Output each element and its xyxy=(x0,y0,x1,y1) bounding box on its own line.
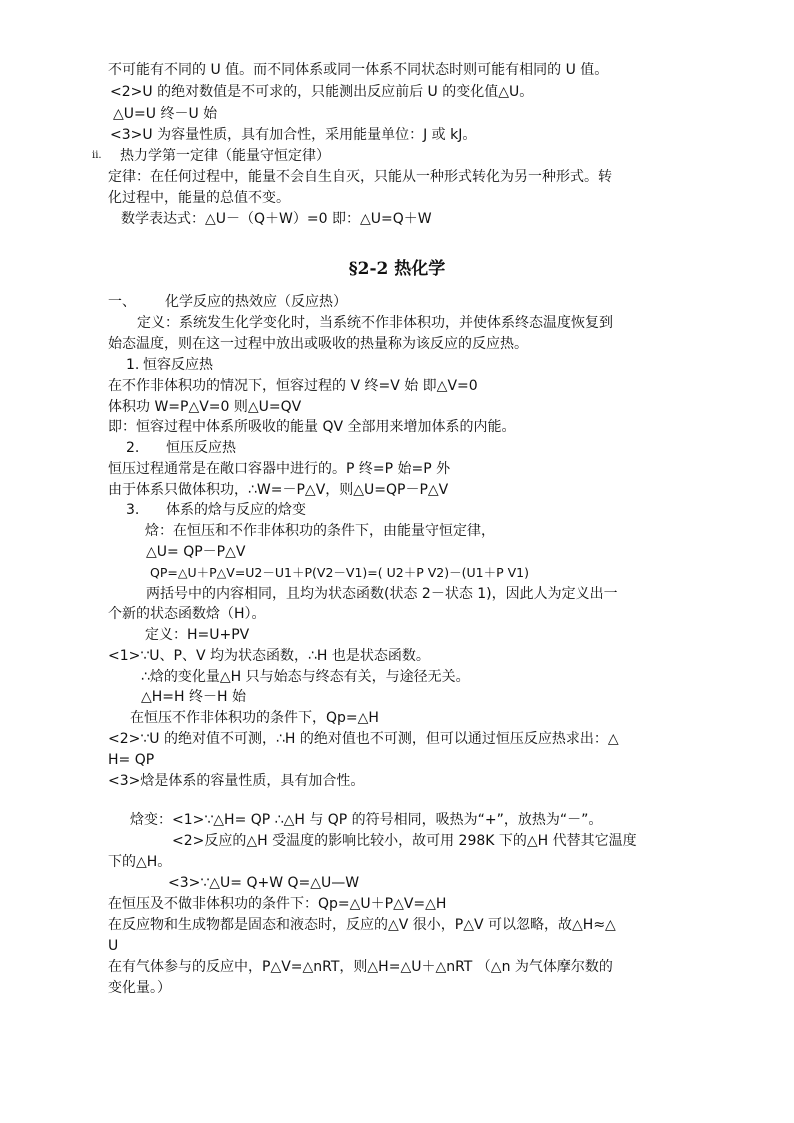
text-line: <2>U 的绝对数值是不可求的，只能测出反应前后 U 的变化值△U。 xyxy=(110,84,534,100)
text-line: 个新的状态函数焓（H）。 xyxy=(108,606,266,622)
text-line: U xyxy=(108,938,119,954)
text-line: 恒压过程通常是在敞口容器中进行的。P 终=P 始=P 外 xyxy=(108,461,451,477)
formula-line: △H=H 终－H 始 xyxy=(141,689,246,705)
text-line: 焓：在恒压和不作非体积功的条件下，由能量守恒定律， xyxy=(145,523,495,539)
page-title: §2-2 热化学 xyxy=(348,259,446,279)
text-line: <3>焓是体系的容量性质，具有加合性。 xyxy=(108,773,365,789)
text-line: 在恒压不作非体积功的条件下，Qp=△H xyxy=(130,710,379,726)
list-marker: 2. xyxy=(126,440,140,456)
formula-line: QP=△U＋P△V=U2－U1＋P(V2－V1)=( U2＋P V2)－(U1＋P V1) xyxy=(150,565,529,580)
subsection-heading: 体系的焓与反应的焓变 xyxy=(166,502,306,518)
text-line: ∴焓的变化量△H 只与始态与终态有关，与途径无关。 xyxy=(141,669,470,685)
text-line: 由于体系只做体积功，∴W=－P△V，则△U=QP－P△V xyxy=(108,482,449,498)
text-line: 不可能有不同的 U 值。而不同体系或同一体系不同状态时则可能有相同的 U 值。 xyxy=(108,62,609,78)
formula-line: △U=U 终－U 始 xyxy=(113,106,218,122)
text-line: 定律：在任何过程中，能量不会自生自灭，只能从一种形式转化为另一种形式。转 xyxy=(108,169,612,185)
formula-line: <3>∵△U= Q+W Q=△U—W xyxy=(168,875,360,891)
text-line: 定义：系统发生化学变化时，当系统不作非体积功，并使体系终态温度恢复到 xyxy=(137,315,613,331)
text-line: 在恒压及不做非体积功的条件下：Qp=△U＋P△V=△H xyxy=(108,896,447,912)
formula-line: △U= QP－P△V xyxy=(146,544,246,560)
list-marker: 3. xyxy=(126,502,140,518)
subsection-heading: 恒压反应热 xyxy=(166,440,236,456)
list-marker: 一、 xyxy=(108,294,136,310)
text-line: 体积功 W=P△V=0 则△U=QV xyxy=(108,399,302,415)
section-heading: 热力学第一定律（能量守恒定律） xyxy=(120,148,330,164)
subsection-heading: 恒容反应热 xyxy=(143,357,213,373)
text-line: 两括号中的内容相同，且均为状态函数(状态 2－状态 1)，因此人为定义出一 xyxy=(146,586,618,602)
text-line: 化过程中，能量的总值不变。 xyxy=(108,190,290,206)
text-line: 在反应物和生成物都是固态和液态时，反应的△V 很小，P△V 可以忽略，故△H≈△ xyxy=(108,917,616,933)
list-marker: 1. xyxy=(126,357,140,373)
text-line: 下的△H。 xyxy=(108,854,172,870)
text-line: 在有气体参与的反应中，P△V=△nRT，则△H=△U＋△nRT （△n 为气体摩尔数的 xyxy=(108,959,613,975)
text-line: <1>∵U、P、V 均为状态函数，∴H 也是状态函数。 xyxy=(108,648,430,664)
text-line: 焓变：<1>∵△H= QP ∴△H 与 QP 的符号相同，吸热为“+”，放热为“－”。 xyxy=(130,812,603,828)
formula-line: 数学表达式：△U－（Q＋W）=0 即：△U=Q＋W xyxy=(121,211,432,227)
definition-line: 定义：H=U+PV xyxy=(145,627,250,643)
text-line: 在不作非体积功的情况下，恒容过程的 V 终=V 始 即△V=0 xyxy=(108,378,478,394)
section-heading: 化学反应的热效应（反应热） xyxy=(165,294,347,310)
formula-line: H= QP xyxy=(108,752,155,768)
text-line: 变化量。） xyxy=(108,980,171,996)
text-line: <2>∵U 的绝对值不可测，∴H 的绝对值也不可测，但可以通过恒压反应热求出：△ xyxy=(108,731,619,747)
text-line: 即：恒容过程中体系所吸收的能量 QV 全部用来增加体系的内能。 xyxy=(108,419,516,435)
text-line: <3>U 为容量性质，具有加合性，采用能量单位：J 或 kJ。 xyxy=(110,127,477,143)
text-line: <2>反应的△H 受温度的影响比较小，故可用 298K 下的△H 代替其它温度 xyxy=(172,833,637,849)
list-marker: ii. xyxy=(92,150,102,161)
text-line: 始态温度，则在这一过程中放出或吸收的热量称为该反应的反应热。 xyxy=(108,336,528,352)
